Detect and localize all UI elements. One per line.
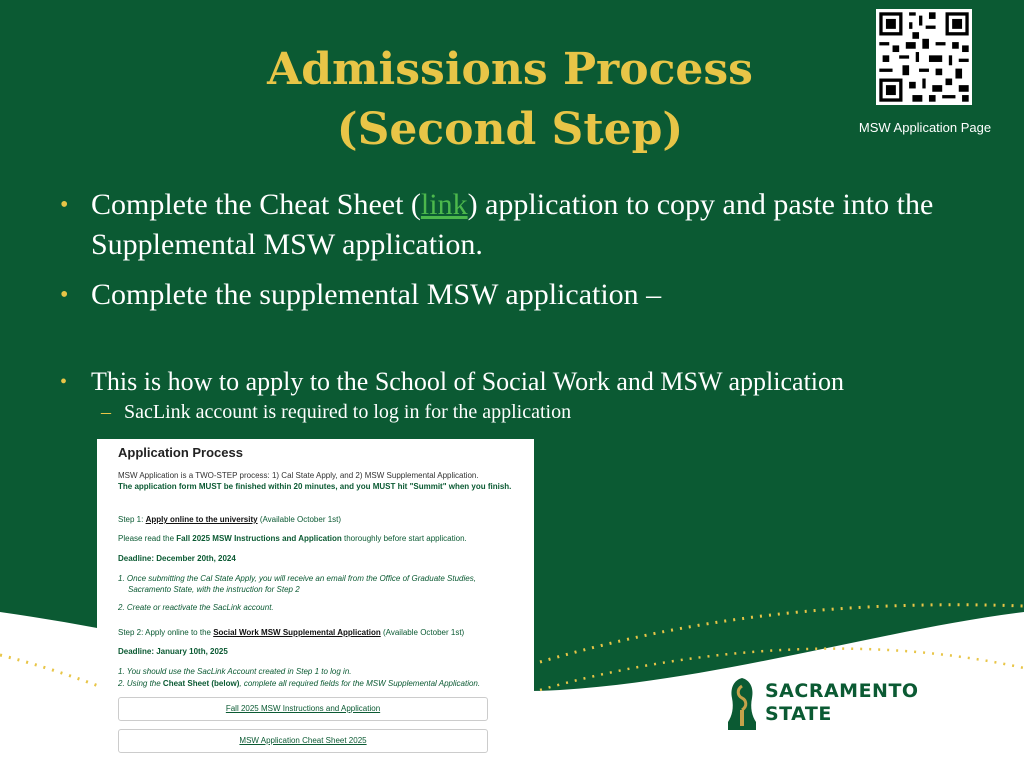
bullet-how-to-apply [60, 365, 980, 399]
bullet-text: This is how to apply to the School of Social Work and MSW application [91, 367, 845, 396]
title-line-2: (Second Step) [336, 104, 684, 155]
item-text: 2. Using the [118, 679, 163, 688]
panel-intro: MSW Application is a TWO-STEP process: 1) Cal State Apply, and 2) MSW Supplemental Application. [118, 471, 479, 480]
step2-item-2 [118, 678, 518, 689]
read-bold: Fall 2025 MSW Instructions and Application [176, 534, 342, 543]
step1-label: Step 1: [118, 515, 146, 524]
panel-heading: Application Process [118, 445, 243, 460]
item-bold: Cheat Sheet (below) [162, 679, 240, 688]
step2-available: (Available October 1st) [380, 628, 465, 637]
instructions-button[interactable]: Fall 2025 MSW Instructions and Application [118, 697, 488, 721]
qr-code-icon[interactable] [876, 9, 972, 105]
panel-step1 [118, 514, 518, 525]
bullet-dot-icon: • [60, 192, 69, 218]
step1-item-2: 2. Create or reactivate the SacLink account. [118, 603, 274, 612]
item-text: , complete all required fields for the MSW Supplemental Application. [239, 679, 481, 688]
cheat-sheet-button[interactable]: MSW Application Cheat Sheet 2025 [118, 729, 488, 753]
bullet-supplemental [60, 275, 980, 315]
cheat-sheet-link[interactable]: link [420, 188, 468, 221]
application-process-screenshot [97, 439, 534, 768]
logo-line-1: SACRAMENTO [765, 680, 919, 702]
step2-text: Apply online to the [145, 628, 214, 637]
bullet-dot-icon: • [60, 282, 69, 308]
bullet-text: ) application to copy and paste into the Supplemental MSW application. [91, 188, 934, 261]
qr-caption: MSW Application Page [858, 120, 992, 135]
step2-label: Step 2: [118, 628, 146, 637]
step2-item-1: 1. You should use the SacLink Account created in Step 1 to log in. [118, 667, 352, 676]
panel-step2 [118, 627, 518, 638]
deadline-2: Deadline: January 10th, 2025 [118, 647, 228, 656]
logo-wordmark [765, 680, 919, 726]
step1-item-1b: Sacramento State, with the instruction for Step 2 [128, 585, 300, 594]
read-text: Please read the [118, 534, 177, 543]
bullet-text: Complete the Cheat Sheet ( [91, 188, 421, 221]
bullet-cheat-sheet [60, 185, 980, 265]
step1-available: (Available October 1st) [257, 515, 342, 524]
bullet-list [60, 185, 980, 425]
sub-bullet-text: SacLink account is required to log in for the application [124, 401, 572, 423]
title-line-1: Admissions Process [267, 44, 753, 95]
step1-item-1: 1. Once submitting the Cal State Apply, you will receive an email from the Office of Graduate Studies, [118, 574, 476, 583]
panel-read-instructions [118, 533, 518, 544]
deadline-1: Deadline: December 20th, 2024 [118, 554, 236, 563]
read-text: thoroughly before start application. [341, 534, 467, 543]
panel-warning: The application form MUST be finished within 20 minutes, and you MUST hit "Summit" when you finish. [118, 482, 512, 491]
logo-line-2: STATE [765, 703, 832, 725]
apply-university-link[interactable]: Apply online to the university [145, 515, 258, 524]
bullet-dot-icon: • [60, 371, 68, 393]
slide-title [200, 40, 820, 160]
sub-bullet-saclink [60, 399, 980, 425]
dash-icon: – [101, 401, 111, 423]
bullet-text: Complete the supplemental MSW application – [91, 278, 662, 311]
supplemental-application-link[interactable]: Social Work MSW Supplemental Application [213, 628, 381, 637]
